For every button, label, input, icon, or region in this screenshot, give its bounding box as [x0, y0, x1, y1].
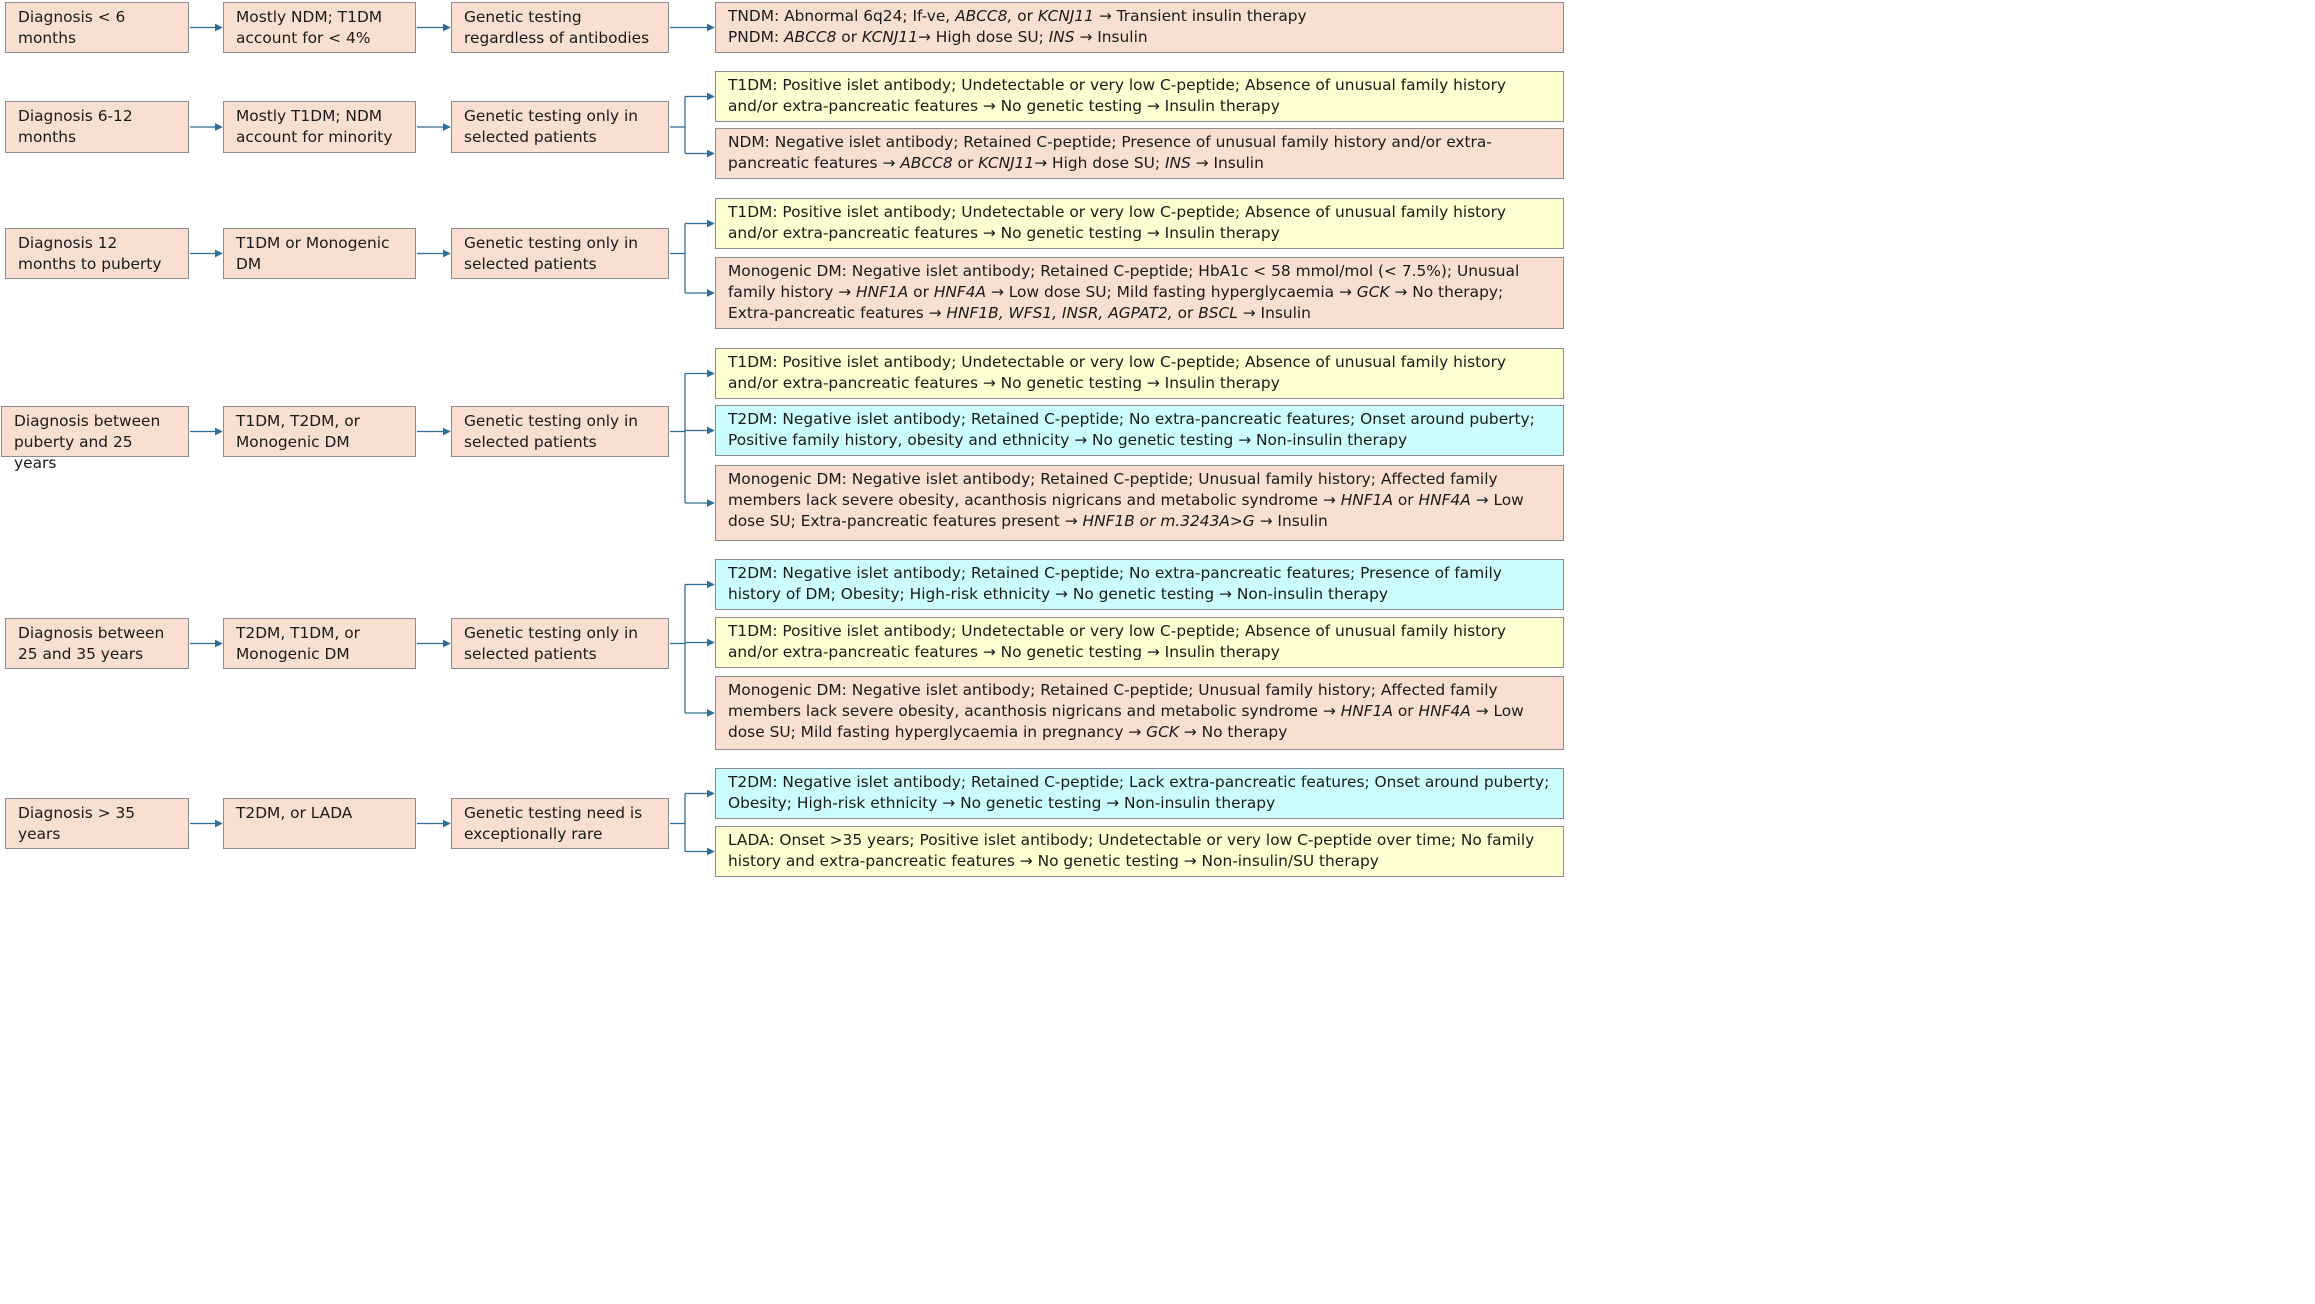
outcome-box-pink	[715, 2, 1564, 53]
outcome-text: family history →	[728, 282, 857, 301]
outcome-box-cyan	[715, 405, 1564, 456]
outcome-text: T2DM: Negative islet antibody; Retained C-peptide; No extra-pancreatic features; Presence of family	[728, 564, 1502, 582]
age-box: Diagnosis between puberty and 25 years	[1, 406, 189, 457]
outcome-text: Monogenic DM: Negative islet antibody; Retained C-peptide; HbA1c < 58 mmol/mol (< 7.5%); Unusual	[728, 262, 1520, 280]
outcome-box-yellow	[715, 617, 1564, 668]
gene-name: HNF4A	[1418, 490, 1471, 509]
age-box: Diagnosis 6-12 months	[5, 101, 189, 153]
testing-box: Genetic testing only in selected patients	[451, 618, 669, 669]
outcome-text: members lack severe obesity, acanthosis nigricans and metabolic syndrome →	[728, 490, 1341, 509]
outcome-text: → Insulin	[1190, 153, 1264, 172]
outcome-text: → Transient insulin therapy	[1093, 7, 1307, 25]
outcome-text: dose SU; Extra-pancreatic features present →	[728, 511, 1083, 530]
gene-name: HNF1B, WFS1, INSR, AGPAT2,	[946, 303, 1173, 322]
outcome-text: members lack severe obesity, acanthosis nigricans and metabolic syndrome →	[728, 701, 1341, 720]
outcome-text: → High dose SU;	[917, 27, 1049, 46]
outcome-text: T1DM: Positive islet antibody; Undetectable or very low C-peptide; Absence of unusual family history	[728, 203, 1507, 221]
outcome-text: → Insulin	[1254, 511, 1328, 530]
outcome-text: PNDM:	[728, 27, 785, 46]
gene-name: HNF1A	[856, 282, 909, 301]
outcome-text: or	[908, 282, 934, 301]
gene-name: GCK	[1356, 282, 1390, 301]
testing-box: Genetic testing only in selected patients	[451, 101, 669, 153]
outcome-text: LADA: Onset >35 years; Positive islet antibody; Undetectable or very low C-peptide over time; No family	[728, 831, 1535, 849]
outcome-text: → Low dose SU; Mild fasting hyperglycaemia →	[986, 282, 1357, 301]
outcome-text: T2DM: Negative islet antibody; Retained C-peptide; Lack extra-pancreatic features; Onset around puberty;	[728, 773, 1550, 791]
outcome-text: or	[836, 27, 862, 46]
outcome-text: or	[1392, 701, 1419, 720]
outcome-text: Positive family history, obesity and ethnicity → No genetic testing → Non-insulin therapy	[728, 430, 1408, 449]
gene-name: INS	[1048, 27, 1075, 46]
population-box: T2DM, T1DM, or Monogenic DM	[223, 618, 416, 669]
population-box: Mostly T1DM; NDM account for minority	[223, 101, 416, 153]
outcome-text: T1DM: Positive islet antibody; Undetectable or very low C-peptide; Absence of unusual family history	[728, 353, 1507, 371]
outcome-text: Obesity; High-risk ethnicity → No genetic testing → Non-insulin therapy	[728, 793, 1276, 812]
gene-name: HNF4A	[933, 282, 987, 301]
testing-box: Genetic testing need is exceptionally rare	[451, 798, 669, 849]
outcome-box-yellow	[715, 71, 1564, 122]
gene-name: INS	[1164, 153, 1191, 172]
gene-name: HNF1A	[1340, 490, 1393, 509]
outcome-text: → High dose SU;	[1034, 153, 1165, 172]
outcome-text: T1DM: Positive islet antibody; Undetectable or very low C-peptide; Absence of unusual family history	[728, 76, 1507, 94]
outcome-text: or	[1172, 303, 1199, 322]
outcome-box-pink	[715, 676, 1564, 750]
outcome-text: and/or extra-pancreatic features → No genetic testing → Insulin therapy	[728, 223, 1280, 242]
outcome-text: or	[1392, 490, 1419, 509]
gene-name: ABCC8,	[955, 7, 1013, 25]
outcome-text: → Insulin	[1074, 27, 1148, 46]
outcome-box-cyan	[715, 768, 1564, 819]
gene-name: KCNJ11	[978, 153, 1035, 172]
outcome-text: → No therapy;	[1389, 282, 1504, 301]
outcome-text: T1DM: Positive islet antibody; Undetectable or very low C-peptide; Absence of unusual family history	[728, 622, 1507, 640]
gene-name: ABCC8	[900, 153, 953, 172]
outcome-text: and/or extra-pancreatic features → No genetic testing → Insulin therapy	[728, 373, 1280, 392]
gene-name: KCNJ11	[1037, 7, 1094, 25]
outcome-text: Monogenic DM: Negative islet antibody; Retained C-peptide; Unusual family history; Affected family	[728, 681, 1498, 699]
outcome-box-yellow	[715, 198, 1564, 249]
outcome-text: → Low	[1470, 490, 1524, 509]
outcome-text: → Low	[1470, 701, 1524, 720]
outcome-text: TNDM: Abnormal 6q24; If-ve,	[728, 7, 956, 25]
outcome-box-pink	[715, 257, 1564, 329]
outcome-box-pink	[715, 128, 1564, 179]
outcome-text: Monogenic DM: Negative islet antibody; Retained C-peptide; Unusual family history; Affected family	[728, 470, 1498, 488]
population-box: T2DM, or LADA	[223, 798, 416, 849]
outcome-text: Extra-pancreatic features →	[728, 303, 947, 322]
outcome-text: → No therapy	[1178, 722, 1288, 741]
outcome-text: T2DM: Negative islet antibody; Retained C-peptide; No extra-pancreatic features; Onset around puberty;	[728, 410, 1535, 428]
outcome-box-pink	[715, 465, 1564, 541]
outcome-text: NDM: Negative islet antibody; Retained C-peptide; Presence of unusual family history and/or extra-	[728, 133, 1492, 151]
testing-box: Genetic testing only in selected patients	[451, 228, 669, 279]
age-box: Diagnosis 12 months to puberty	[5, 228, 189, 279]
population-box: T1DM or Monogenic DM	[223, 228, 416, 279]
outcome-text: history and extra-pancreatic features → No genetic testing → Non-insulin/SU therapy	[728, 851, 1379, 870]
testing-box: Genetic testing only in selected patients	[451, 406, 669, 457]
gene-name: KCNJ11	[861, 27, 918, 46]
gene-name: BSCL	[1198, 303, 1238, 322]
diabetes-diagnosis-flowchart	[0, 0, 1566, 882]
outcome-text: and/or extra-pancreatic features → No genetic testing → Insulin therapy	[728, 96, 1280, 115]
outcome-text: or	[1012, 7, 1038, 25]
gene-name: ABCC8	[784, 27, 837, 46]
outcome-text: history of DM; Obesity; High-risk ethnicity → No genetic testing → Non-insulin therapy	[728, 584, 1388, 603]
outcome-text: dose SU; Mild fasting hyperglycaemia in pregnancy →	[728, 722, 1147, 741]
gene-name: HNF4A	[1418, 701, 1471, 720]
outcome-text: → Insulin	[1237, 303, 1311, 322]
gene-name: GCK	[1146, 722, 1179, 741]
gene-name: HNF1B or m.3243A>G	[1082, 511, 1255, 530]
age-box: Diagnosis < 6 months	[5, 2, 189, 53]
population-box: T1DM, T2DM, or Monogenic DM	[223, 406, 416, 457]
age-box: Diagnosis > 35 years	[5, 798, 189, 849]
outcome-box-cyan	[715, 559, 1564, 610]
population-box: Mostly NDM; T1DM account for < 4%	[223, 2, 416, 53]
outcome-box-yellow	[715, 348, 1564, 399]
gene-name: HNF1A	[1340, 701, 1393, 720]
testing-box: Genetic testing regardless of antibodies	[451, 2, 669, 53]
outcome-text: or	[952, 153, 979, 172]
outcome-text: pancreatic features →	[728, 153, 901, 172]
outcome-text: and/or extra-pancreatic features → No genetic testing → Insulin therapy	[728, 642, 1280, 661]
age-box: Diagnosis between 25 and 35 years	[5, 618, 189, 669]
outcome-box-yellow	[715, 826, 1564, 877]
